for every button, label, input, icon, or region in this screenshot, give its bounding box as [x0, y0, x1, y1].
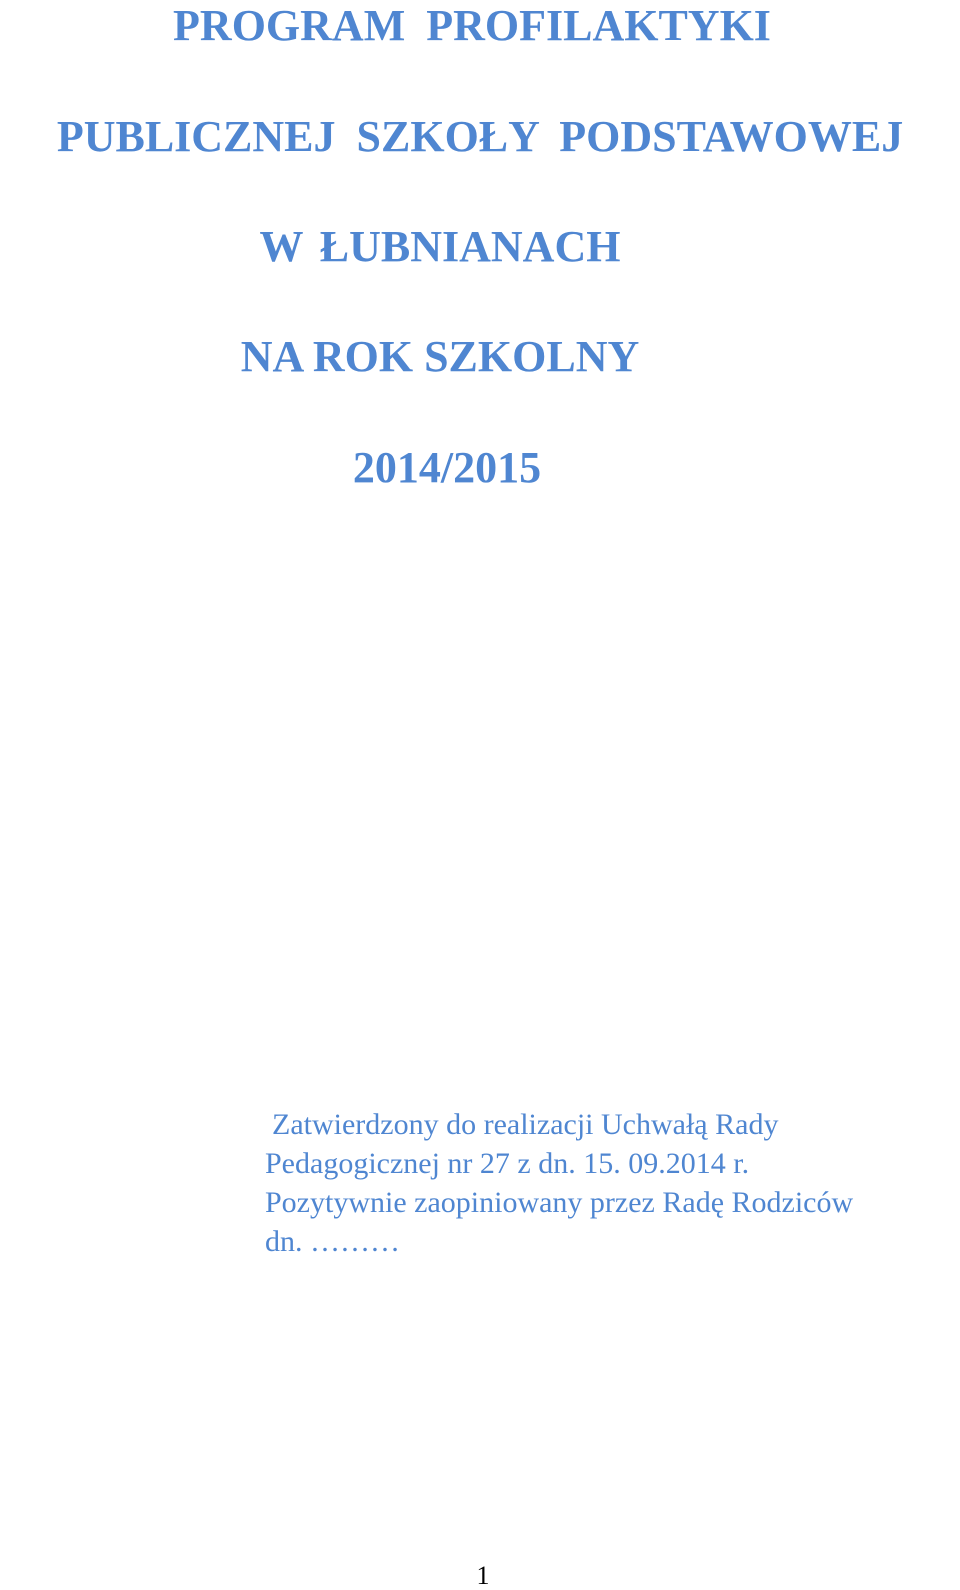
approval-line-2: Pedagogicznej nr 27 z dn. 15. 09.2014 r. [265, 1147, 750, 1180]
title-line-program-profilaktyki: PROGRAM PROFILAKTYKI [173, 1, 771, 50]
page-number: 1 [476, 1561, 490, 1590]
title-line-school-name: PUBLICZNEJ SZKOŁY PODSTAWOWEJ [56, 112, 904, 161]
title-line-school-year-label: NA ROK SZKOLNY [240, 332, 640, 381]
approval-note [265, 1105, 955, 1261]
approval-line-4: dn. ……… [265, 1225, 400, 1258]
approval-line-1: Zatwierdzony do realizacji Uchwałą Rady [272, 1108, 779, 1141]
approval-line-3: Pozytywnie zaopiniowany przez Radę Rodziców [265, 1186, 854, 1219]
title-line-school-year: 2014/2015 [352, 443, 542, 492]
title-line-location: W ŁUBNIANACH [259, 222, 621, 271]
